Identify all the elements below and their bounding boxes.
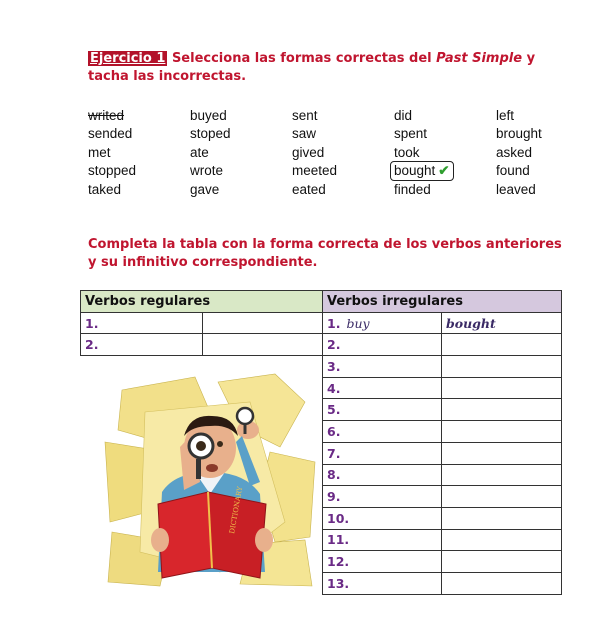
exercise-instruction xyxy=(88,50,558,86)
table-row xyxy=(323,551,562,573)
row-number[interactable]: 11. xyxy=(323,529,442,551)
table-row xyxy=(323,507,562,529)
word-option[interactable]: asked xyxy=(496,145,533,160)
regular-verbs-header: Verbos regulares xyxy=(81,291,323,313)
answer-cell[interactable] xyxy=(203,334,323,356)
table-instruction: Completa la tabla con la forma correcta de los verbos anteriores y su infinitivo correspondiente. xyxy=(88,237,562,270)
word-option[interactable]: spent xyxy=(394,126,428,141)
word-option[interactable]: left xyxy=(496,108,515,123)
table-row xyxy=(81,334,323,356)
word-option[interactable]: taked xyxy=(88,182,122,197)
exercise-badge: Ejercicio 1 xyxy=(90,51,166,66)
word-option[interactable]: gave xyxy=(190,182,220,197)
table-row xyxy=(323,312,562,334)
check-icon: ✔ xyxy=(438,163,450,178)
row-number[interactable]: 7. xyxy=(323,442,442,464)
word-option[interactable]: ate xyxy=(190,145,209,160)
handwritten-past[interactable]: bought xyxy=(442,312,562,334)
word-option[interactable]: stoped xyxy=(190,126,231,141)
answer-cell[interactable] xyxy=(442,356,562,378)
answer-cell[interactable] xyxy=(442,399,562,421)
instruction-text-pre: Selecciona las formas correctas del xyxy=(171,51,437,66)
word-option[interactable]: sent xyxy=(292,108,318,123)
word-option[interactable]: met xyxy=(88,145,111,160)
row-number[interactable]: 8. xyxy=(323,464,442,486)
answer-cell[interactable] xyxy=(442,572,562,594)
irregular-verbs-header: Verbos irregulares xyxy=(323,291,562,313)
table-row xyxy=(323,486,562,508)
dictionary-man-illustration xyxy=(100,372,318,590)
table-row xyxy=(323,399,562,421)
table-header-row xyxy=(323,291,562,313)
word-option[interactable]: gived xyxy=(292,145,325,160)
irregular-verbs-table xyxy=(322,290,562,595)
table-row xyxy=(323,464,562,486)
table-row xyxy=(323,442,562,464)
word-option[interactable]: did xyxy=(394,108,413,123)
handwritten-infinitive: buy xyxy=(346,315,370,331)
table-row xyxy=(323,356,562,378)
row-number[interactable]: 9. xyxy=(323,486,442,508)
table-row xyxy=(323,334,562,356)
row-number[interactable]: 13. xyxy=(323,572,442,594)
table-row xyxy=(323,529,562,551)
row-number[interactable]: 6. xyxy=(323,421,442,443)
word-option[interactable]: stopped xyxy=(88,163,137,178)
word-option[interactable]: finded xyxy=(394,182,431,197)
row-number: 2. xyxy=(81,334,203,356)
instruction-text-post: y tacha las incorrectas. xyxy=(88,51,536,84)
book-title-text: DICTIONARY xyxy=(228,485,245,535)
row-number[interactable]: 4. xyxy=(323,377,442,399)
row-number: 1. xyxy=(327,315,341,331)
word-option[interactable]: found xyxy=(496,163,530,178)
word-option[interactable]: brought xyxy=(496,126,542,141)
table-row xyxy=(323,377,562,399)
answer-cell[interactable] xyxy=(442,507,562,529)
word-option[interactable]: sended xyxy=(88,126,133,141)
instruction-text-em: Past Simple xyxy=(436,51,523,66)
row-number[interactable]: 3. xyxy=(323,356,442,378)
word-grid xyxy=(88,107,568,202)
answer-cell[interactable] xyxy=(442,464,562,486)
word-option[interactable]: saw xyxy=(292,126,317,141)
word-option[interactable]: wrote xyxy=(190,163,224,178)
table-row xyxy=(323,572,562,594)
word-option[interactable]: took xyxy=(394,145,420,160)
table-header-row xyxy=(81,291,323,313)
word-option-selected[interactable] xyxy=(390,161,454,181)
regular-verbs-table xyxy=(80,290,323,356)
answer-cell[interactable] xyxy=(442,551,562,573)
row-number[interactable]: 12. xyxy=(323,551,442,573)
answer-cell[interactable] xyxy=(442,377,562,399)
word-option[interactable]: eated xyxy=(292,182,326,197)
answer-cell[interactable] xyxy=(323,312,442,334)
word-option[interactable]: writed xyxy=(88,108,125,123)
table-row xyxy=(81,312,323,334)
answer-cell[interactable] xyxy=(442,421,562,443)
row-number[interactable]: 2. xyxy=(323,334,442,356)
answer-cell[interactable] xyxy=(442,529,562,551)
table-row xyxy=(323,421,562,443)
answer-cell[interactable] xyxy=(203,312,323,334)
word-option[interactable]: buyed xyxy=(190,108,227,123)
word-option[interactable]: leaved xyxy=(496,182,536,197)
answer-cell[interactable] xyxy=(442,334,562,356)
row-number: 1. xyxy=(81,312,203,334)
row-number[interactable]: 5. xyxy=(323,399,442,421)
word-option[interactable]: meeted xyxy=(292,163,338,178)
row-number[interactable]: 10. xyxy=(323,507,442,529)
word-selected-text: bought xyxy=(394,163,436,178)
answer-cell[interactable] xyxy=(442,442,562,464)
answer-cell[interactable] xyxy=(442,486,562,508)
